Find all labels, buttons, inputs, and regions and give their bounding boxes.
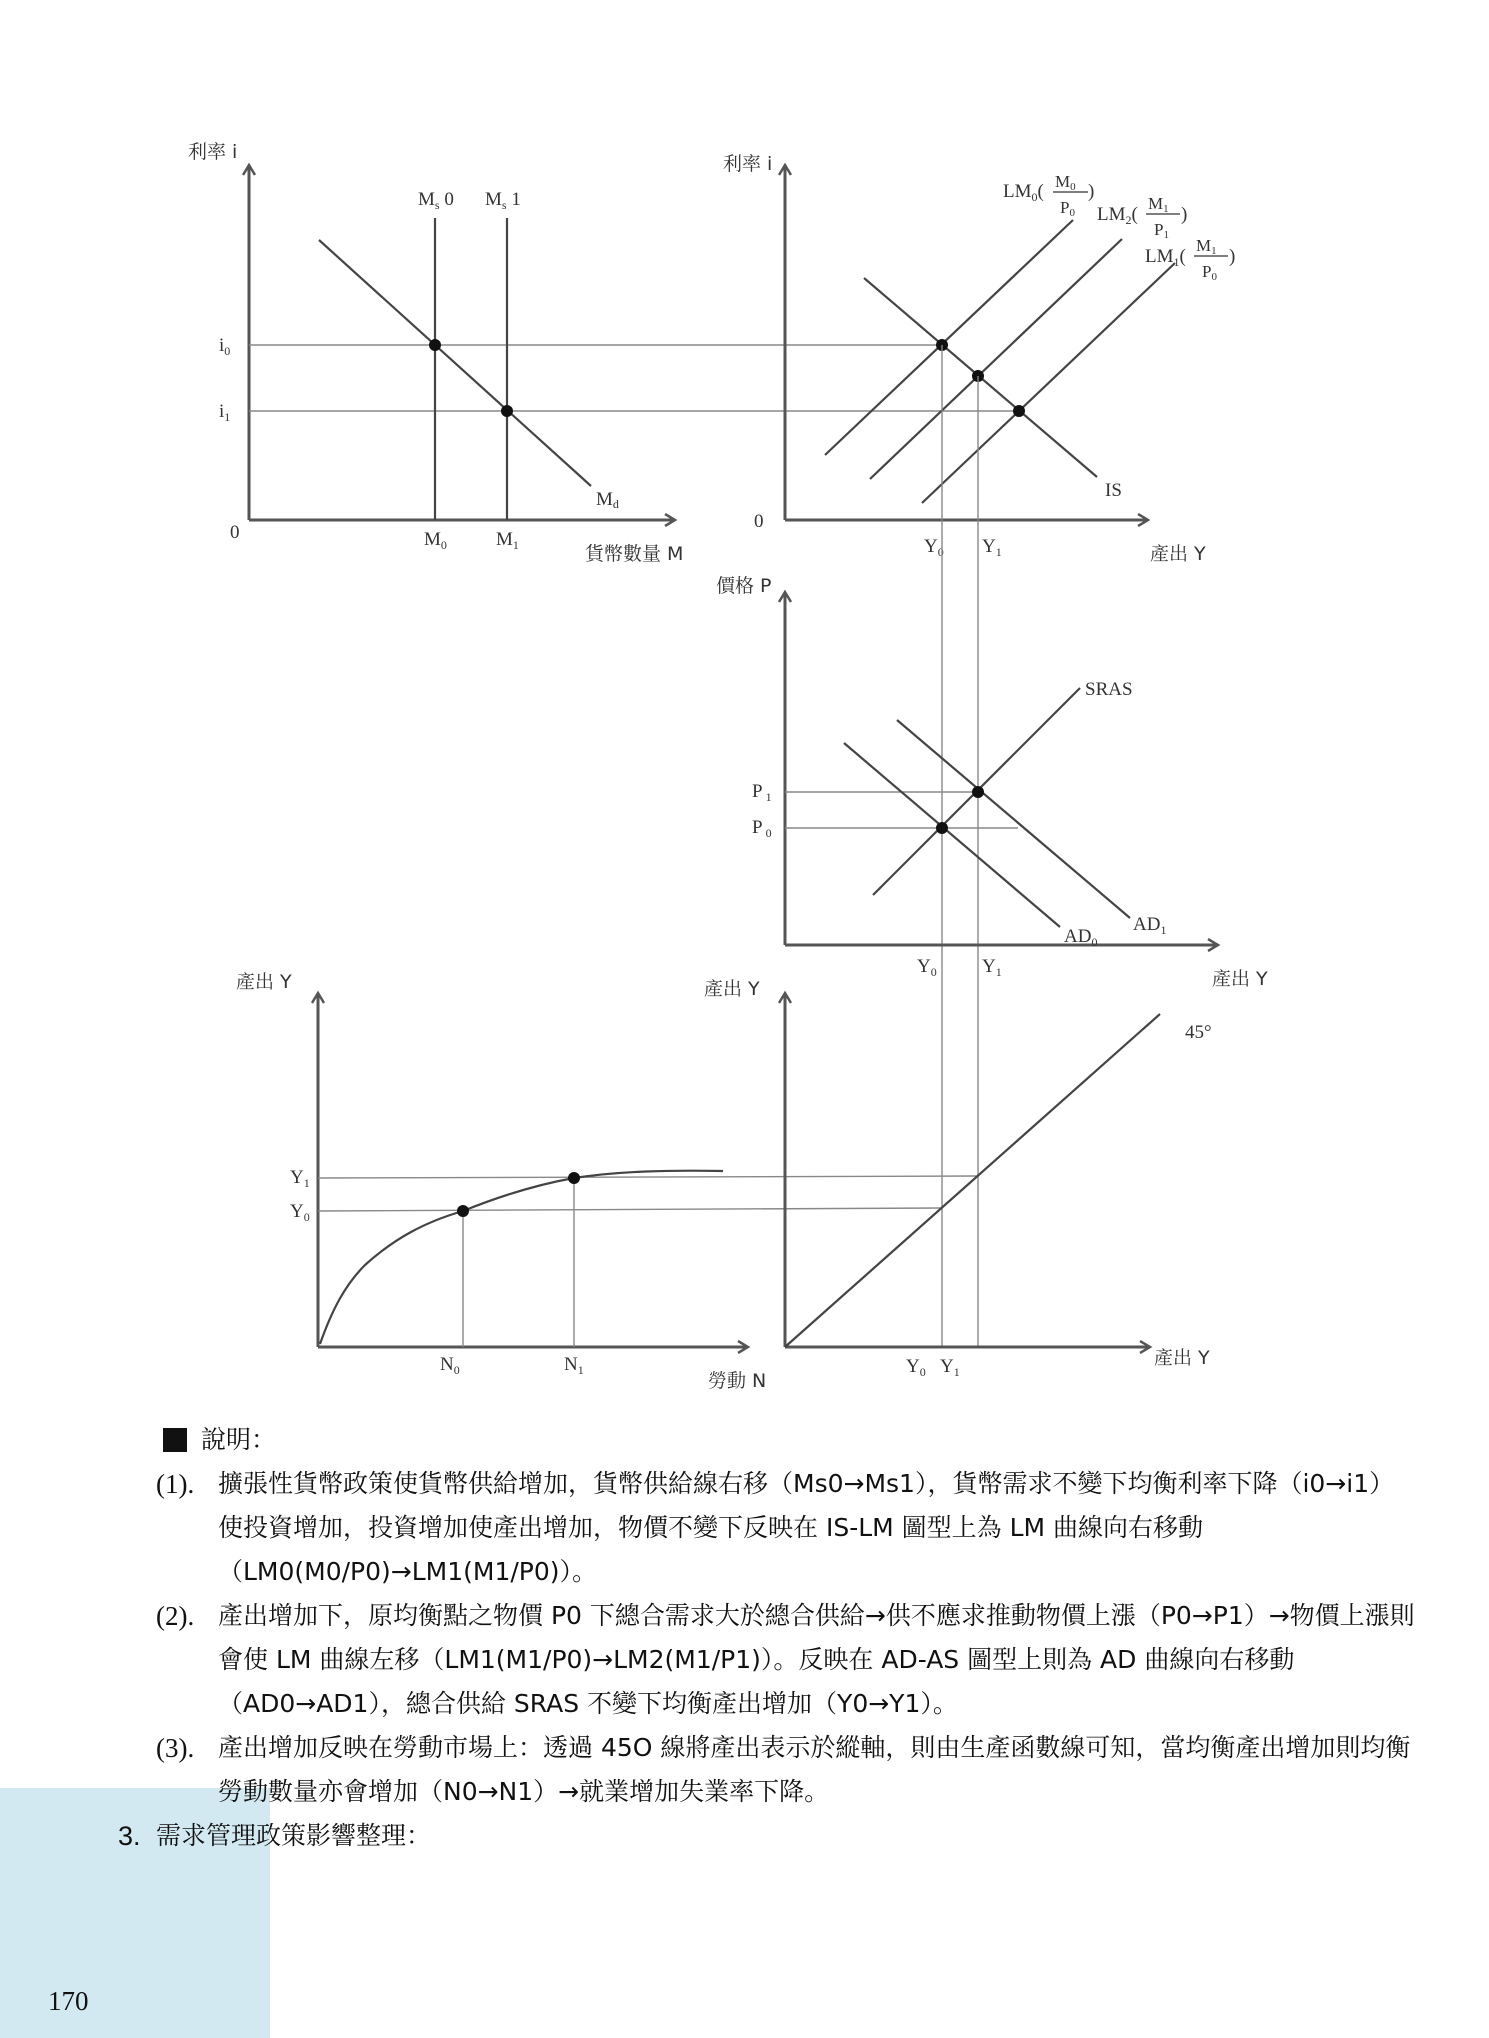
svg-text:): ) [1088,181,1095,202]
y0-tick: $Y_0$ [290,1201,310,1224]
note-number: (3). [156,1733,195,1763]
is-label: IS [1105,480,1122,501]
y1-guide [318,1176,978,1178]
y1-tick: $Y_1$ [982,956,1002,979]
is-lm-panel [723,153,1235,565]
x-axis-label: 產出 Y [1154,1347,1210,1369]
lm0-label [1003,172,1094,219]
x-axis-label: 產出 Y [1212,968,1268,990]
section-number: 3. [118,1821,141,1851]
forty-five-label: 45° [1185,1022,1212,1043]
m1-tick: $M_1$ [496,529,519,552]
svg-text:M1: M1 [1196,236,1217,257]
note-text: 產出增加反映在勞動市場上：透過 45O 線將產出表示於縱軸，則由生產函數線可知，當均衡產出增加則均衡勞動數量亦會增加（N0→N1）→就業增加失業率下降。 [218,1733,1411,1806]
y-axis-label: 產出 Y [236,971,292,993]
money-demand-md [319,240,591,486]
m0-tick: $M_0$ [424,529,447,552]
p0-tick: P $_0$ [752,817,772,840]
notes-heading-text: 說明： [201,1425,277,1454]
y0-guide [318,1208,942,1211]
svg-text:): ) [1229,246,1236,267]
y-axis-label: 利率 i [723,153,773,175]
y-axis-label: 利率 i [188,141,238,163]
forty-five-degree-panel [704,978,1212,1379]
square-bullet-icon [163,1428,187,1452]
svg-text:): ) [1181,204,1188,225]
note-text: 擴張性貨幣政策使貨幣供給增加，貨幣供給線右移（Ms0→Ms1），貨幣需求不變下均衡利率下降（i0→i1）使投資增加，投資增加使產出增加，物價不變下反映在 IS-LM 圖型上為 LM 曲線向右移動（LM0(M0/P0)→LM1(M1/P0)）。 [218,1469,1395,1586]
money-market-panel [188,141,1019,565]
svg-text:P0: P0 [1060,198,1075,219]
notes-heading [118,1418,1418,1462]
y0-tick: $Y_0$ [906,1356,926,1379]
note-text: 產出增加下，原均衡點之物價 P0 下總合需求大於總合供給→供不應求推動物價上漲（P0→P1）→物價上漲則會使 LM 曲線左移（LM1(M1/P0)→LM2(M1/P1)）。反映在 AD-AS 圖型上則為 AD 曲線向右移動（AD0→AD1），總合供給 SRAS 不變下均衡產出增加（Y0→Y1）。 [218,1601,1415,1718]
lm1-label [1145,236,1235,283]
equilibrium-point [1013,405,1025,417]
md-label: Md [596,489,619,511]
note-number: (1). [156,1469,195,1499]
equilibrium-point [501,405,513,417]
svg-text:LM1(: $LM_1$( [1145,246,1186,269]
ms0-label: $M_s$ 0 [418,189,454,212]
lm2-label [1097,194,1187,241]
p1-tick: P $_1$ [752,781,772,804]
note-item [156,1462,1418,1594]
equilibrium-point [429,339,441,351]
equilibrium-point [972,786,984,798]
production-curve [320,1171,723,1344]
svg-text:P0: P0 [1202,262,1217,283]
ms1-label: $M_s$ 1 [485,189,521,212]
y-axis-label: 價格 P [716,575,772,597]
svg-text:LM2(: $LM_2$( [1097,204,1138,227]
y-axis-label: 產出 Y [704,978,760,1000]
ad0-label: $AD_0$ [1064,926,1098,949]
svg-text:M1: M1 [1148,194,1169,215]
svg-text:P1: P1 [1154,220,1169,241]
y1-tick: $Y_1$ [982,536,1002,559]
ad1-label: $AD_1$ [1133,914,1167,937]
n0-tick: $N_0$ [440,1354,460,1377]
y1-tick: $Y_1$ [940,1356,960,1379]
production-function-panel [236,971,978,1392]
ad-as-panel [716,575,1268,990]
equilibrium-point [568,1172,580,1184]
y0-tick: $Y_0$ [917,956,937,979]
explanation-notes [118,1418,1418,1858]
y1-tick: $Y_1$ [290,1167,310,1190]
note-item [156,1726,1418,1814]
origin-label: 0 [754,511,764,532]
ad0-curve [844,743,1060,927]
note-number: (2). [156,1601,195,1631]
svg-text:LM0(: $LM_0$( [1003,181,1044,204]
equilibrium-point [936,822,948,834]
n1-tick: $N_1$ [564,1354,584,1377]
i1-tick: $i_1$ [219,401,231,424]
page-number: 170 [48,1986,89,2016]
section-heading [118,1814,1418,1858]
forty-five-line [785,1014,1160,1347]
i0-tick: $i_0$ [219,335,231,358]
x-axis-label: 產出 Y [1150,543,1206,565]
x-axis-label: 勞動 N [708,1370,767,1392]
equilibrium-point [457,1205,469,1217]
lm1-curve [922,263,1175,503]
x-axis-label: 貨幣數量 M [585,543,684,565]
section-title: 需求管理政策影響整理： [156,1821,432,1850]
origin-label: 0 [230,522,240,543]
lm0-curve [825,220,1073,455]
lm2-curve [870,239,1122,479]
sras-label: SRAS [1085,679,1133,700]
note-item [156,1594,1418,1726]
svg-text:M0: M0 [1055,172,1076,193]
y0-tick: $Y_0$ [924,536,944,559]
